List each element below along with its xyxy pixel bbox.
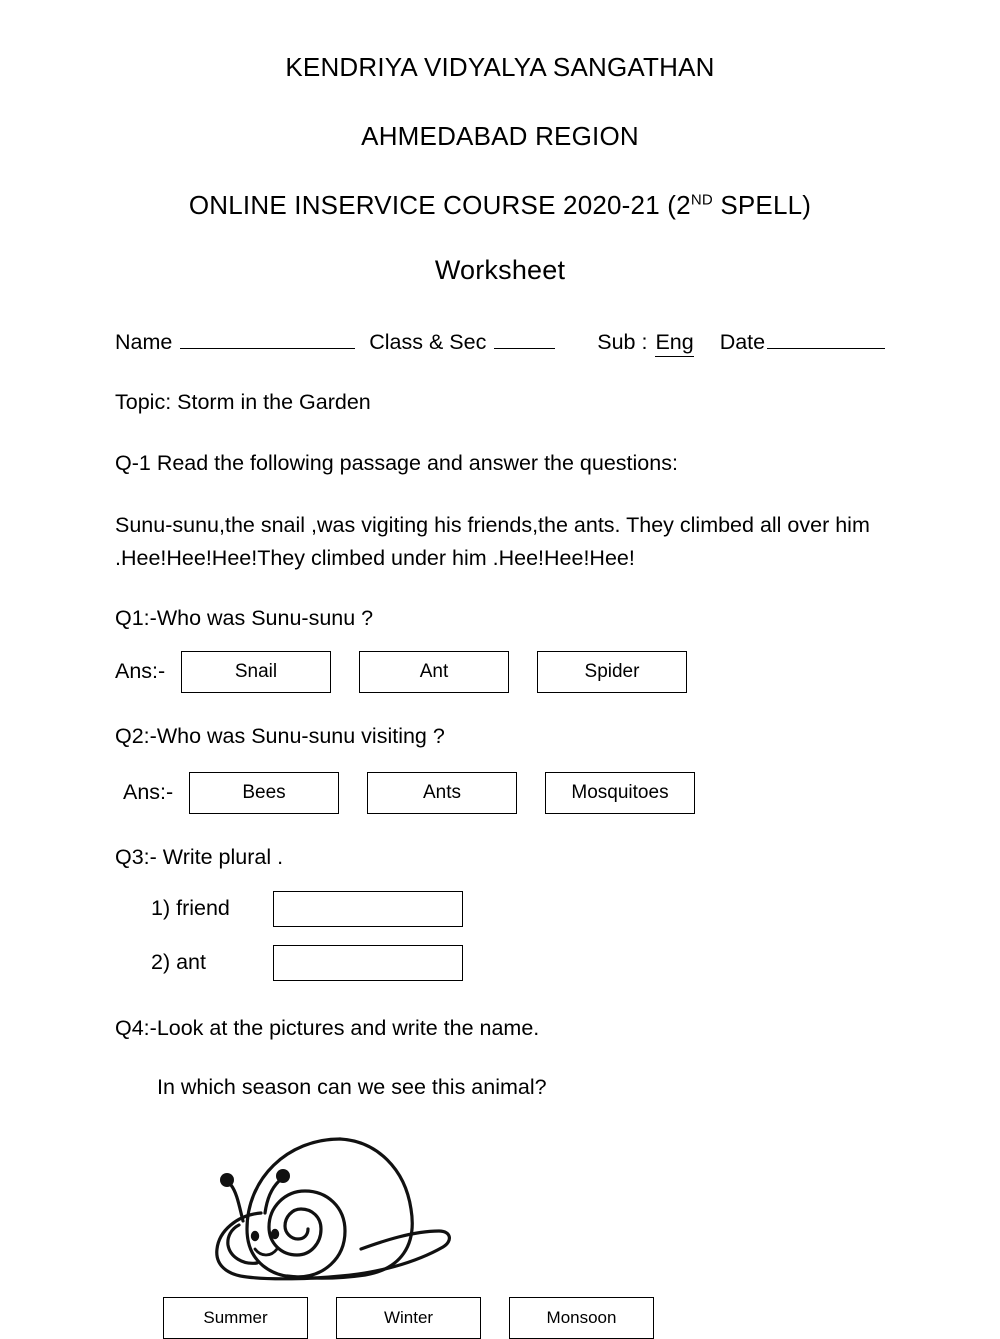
topic-line: Topic: Storm in the Garden (115, 389, 371, 414)
question-q4-text: Q4:-Look at the pictures and write the name. (115, 1015, 540, 1040)
course-title-ordinal: ND (690, 191, 713, 209)
question-q3-text: Q3:- Write plural . (115, 844, 284, 869)
snail-illustration (115, 1117, 885, 1287)
q3-item-row-2 (151, 945, 885, 981)
q1-answer-label: Ans:- (115, 659, 166, 684)
student-info-row (115, 326, 885, 357)
q1-option-1[interactable]: Snail (181, 651, 331, 693)
q4-season-question: In which season can we see this animal? (157, 1075, 547, 1100)
q2-option-1[interactable]: Bees (189, 772, 339, 814)
date-label: Date (719, 329, 766, 354)
subject-value: Eng (655, 330, 693, 357)
q3-answer-field-2[interactable] (273, 945, 463, 981)
page-title-line-3 (0, 152, 1000, 221)
course-title-pre: ONLINE INSERVICE COURSE 2020-21 (2 (188, 190, 691, 220)
q2-option-2[interactable]: Ants (367, 772, 517, 814)
page-title-line-2: AHMEDABAD REGION (361, 121, 639, 151)
q3-answer-field-1[interactable] (273, 891, 463, 927)
q3-item-label-1: 1) friend (151, 896, 230, 921)
q3-item-row-1 (151, 891, 885, 927)
worksheet-label: Worksheet (434, 255, 566, 285)
q4-option-3[interactable]: Monsoon (509, 1297, 654, 1339)
q4-option-2[interactable]: Winter (336, 1297, 481, 1339)
question-q2-text: Q2:-Who was Sunu-sunu visiting ? (115, 723, 445, 748)
date-input-blank[interactable] (767, 326, 885, 349)
question-q1-text: Q1:-Who was Sunu-sunu ? (115, 606, 374, 631)
q4-option-1[interactable]: Summer (163, 1297, 308, 1339)
name-label: Name (115, 329, 173, 354)
course-title-post: SPELL) (712, 190, 812, 220)
question-1-instruction: Q-1 Read the following passage and answer the questions: (115, 450, 678, 475)
class-label: Class & Sec (369, 329, 487, 354)
q1-option-3[interactable]: Spider (537, 651, 687, 693)
worksheet-body (0, 326, 1000, 1339)
q2-option-3[interactable]: Mosquitoes (545, 772, 695, 814)
question-q1-answer-row (115, 651, 885, 693)
class-input-blank[interactable] (494, 326, 555, 349)
q2-answer-label: Ans:- (123, 780, 174, 805)
subject-label: Sub : (597, 329, 648, 354)
q1-option-2[interactable]: Ant (359, 651, 509, 693)
name-input-blank[interactable] (180, 326, 355, 349)
reading-passage: Sunu-sunu,the snail ,was vigiting his friends,the ants. They climbed all over him .Hee!Hee!Hee!They climbed under him .Hee!Hee!Hee! (115, 512, 870, 571)
q3-item-label-2: 2) ant (151, 950, 206, 975)
question-q2-answer-row (123, 772, 885, 814)
q4-options-row (163, 1297, 885, 1339)
page-title-line-1: KENDRIYA VIDYALYA SANGATHAN (285, 52, 715, 82)
